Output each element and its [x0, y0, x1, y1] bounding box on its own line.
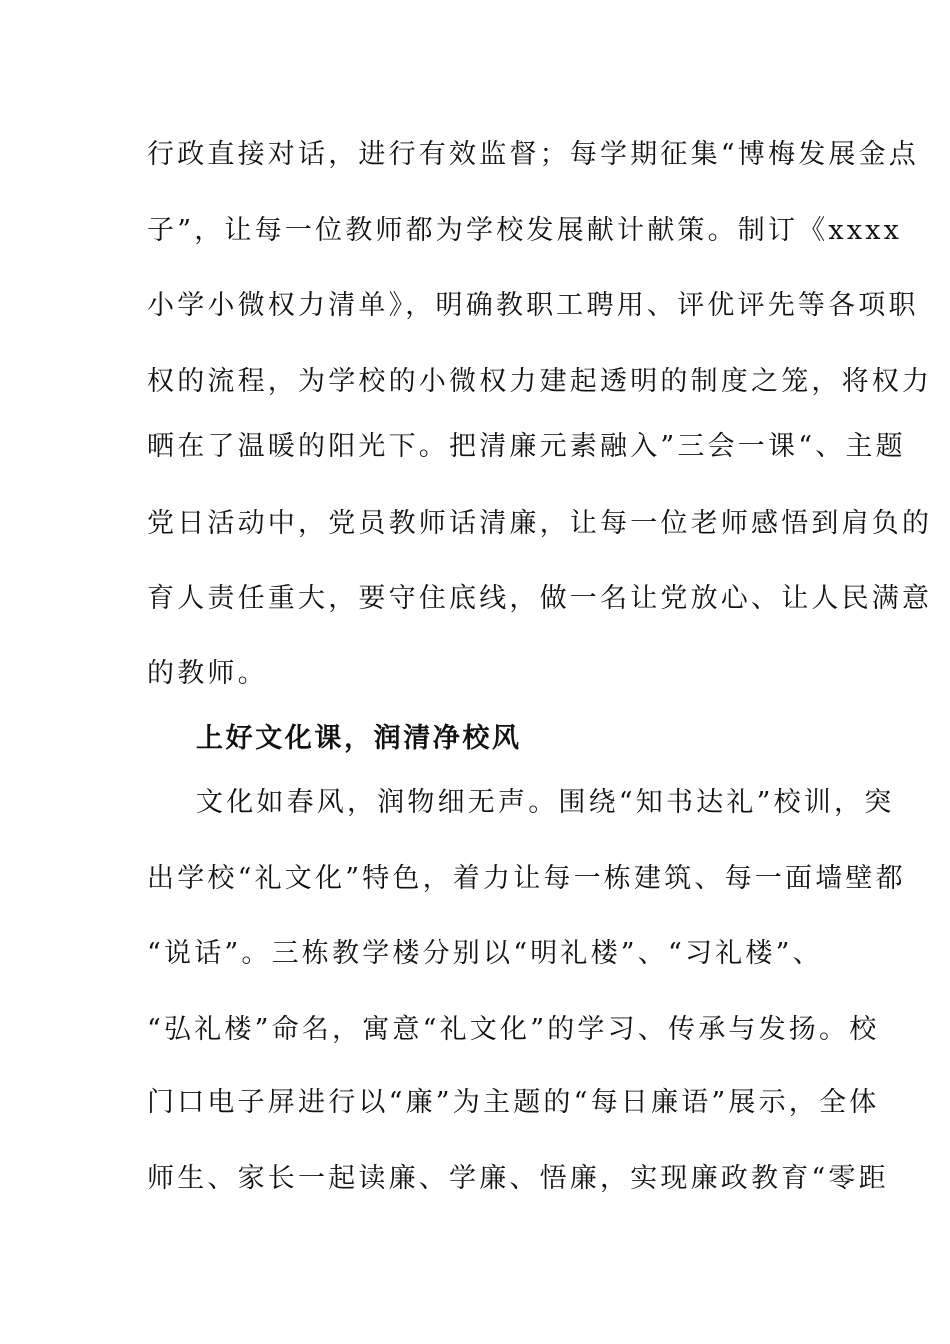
paragraph-1-line-7: 育人责任重大，要守住底线，做一名让党放心、让人民满意: [147, 583, 933, 614]
paragraph-1-line-6: 党日活动中，党员教师话清廉，让每一位老师感悟到肩负的: [147, 508, 933, 539]
paragraph-2-line-6: 师生、家长一起读廉、学廉、悟廉，实现廉政教育“零距: [147, 1163, 889, 1194]
paragraph-1-line-8: 的教师。: [147, 658, 268, 689]
paragraph-1-line-4: 权的流程，为学校的小微权力建起透明的制度之笼，将权力: [147, 366, 933, 397]
paragraph-1-line-2: 子”，让每一位教师都为学校发展献计献策。制订《xxxx: [147, 215, 903, 246]
paragraph-1-line-5: 晒在了温暖的阳光下。把清廉元素融入”三会一课“、主题: [147, 431, 906, 462]
paragraph-2-line-1: 文化如春风，润物细无声。围绕“知书达礼”校训，突: [196, 787, 895, 818]
paragraph-1-line-1: 行政直接对话，进行有效监督；每学期征集“博梅发展金点: [147, 139, 920, 170]
paragraph-1-line-3: 小学小微权力清单》，明确教职工聘用、评优评先等各项职: [147, 290, 919, 321]
paragraph-2-line-2: 出学校“礼文化”特色，着力让每一栋建筑、每一面墙壁都: [147, 863, 906, 894]
paragraph-2-line-3: “说话”。三栋教学楼分别以“明礼楼”、“习礼楼”、: [147, 938, 823, 969]
section-heading: 上好文化课，润清净校风: [196, 723, 522, 754]
paragraph-2-line-4: “弘礼楼”命名，寓意“礼文化”的学习、传承与发扬。校: [147, 1014, 880, 1045]
paragraph-2-line-5: 门口电子屏进行以“廉”为主题的“每日廉语”展示，全体: [147, 1087, 880, 1118]
